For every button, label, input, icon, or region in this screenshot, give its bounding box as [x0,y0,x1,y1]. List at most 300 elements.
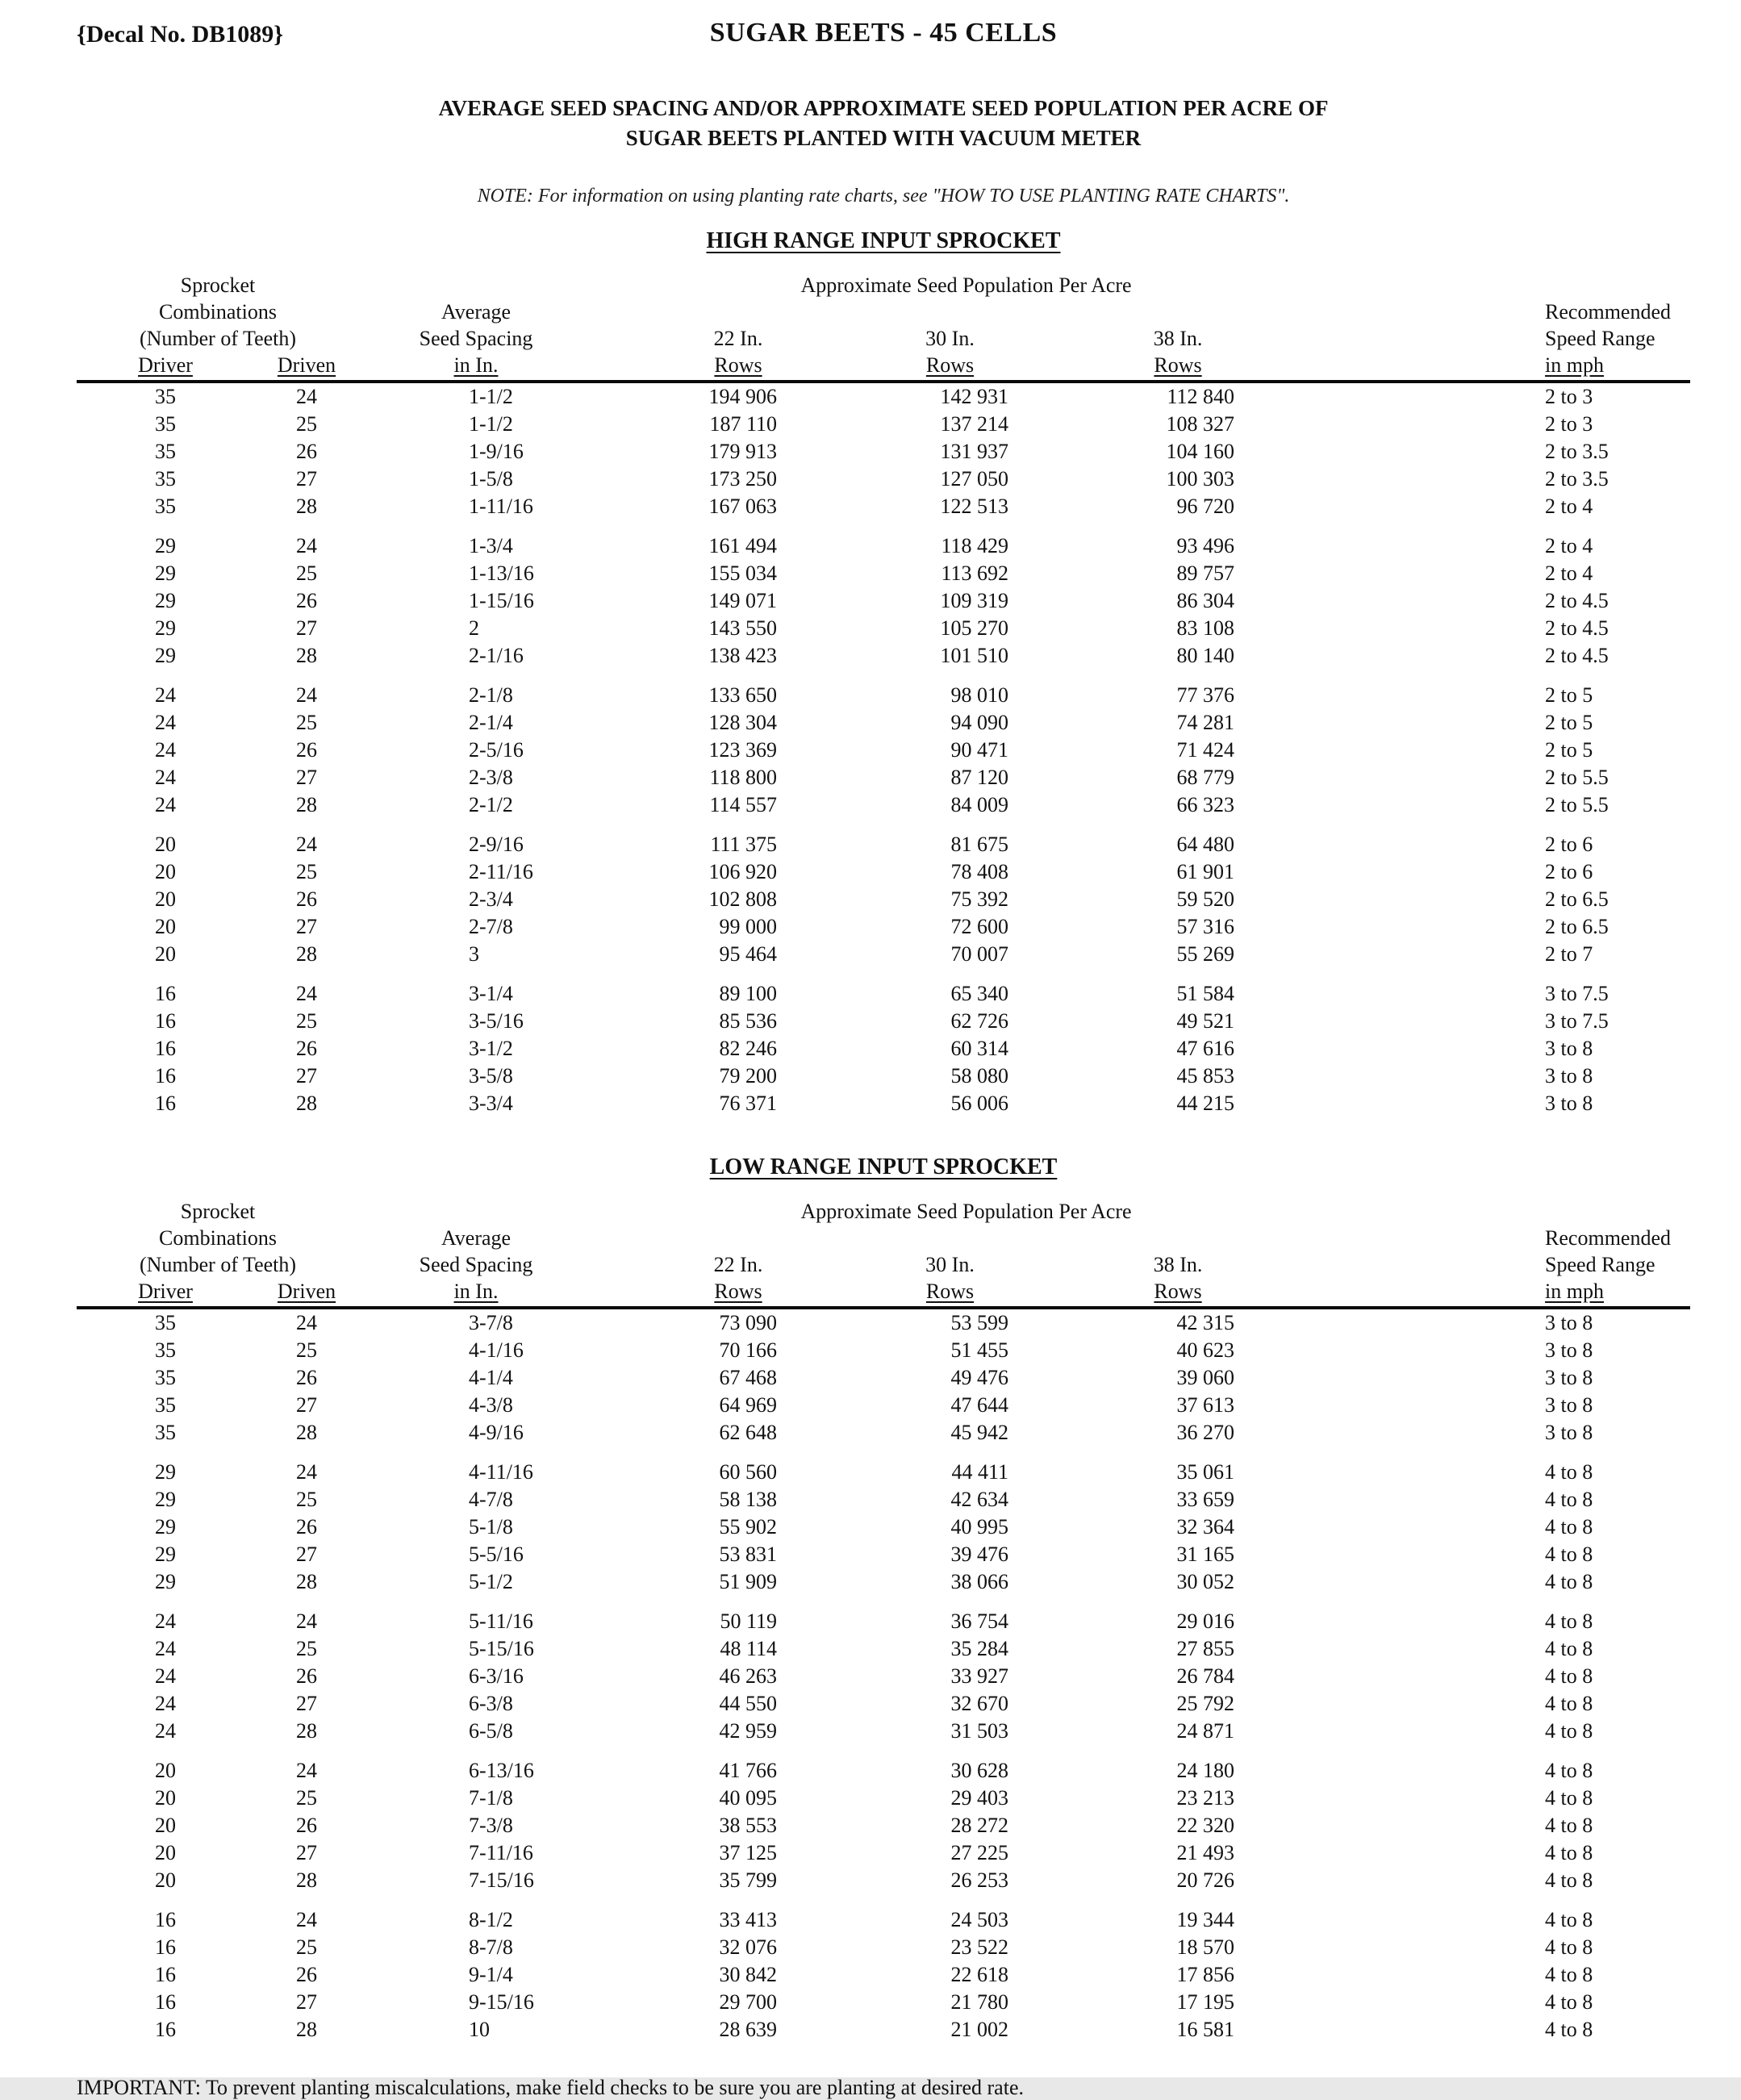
table-row [77,642,1690,670]
pop22-cell: 187 110 [709,412,778,436]
spacing-cell: 2-1/8 [469,683,513,707]
pop22-cell: 46 263 [719,1664,778,1688]
spacing-cell: 3-5/8 [469,1064,513,1088]
pop30-cell: 94 090 [950,711,1009,734]
driven-cell: 24 [296,1759,317,1782]
spacing-cell: 2-1/4 [469,711,513,734]
pop38-cell: 17 195 [1176,1990,1235,2014]
pop38-cell: 57 316 [1176,915,1235,938]
speed-cell: 4 to 8 [1545,1935,1593,1959]
table-row [77,1486,1690,1513]
driver-cell: 24 [155,793,176,816]
table-row [77,1541,1690,1568]
pop38-cell: 49 521 [1176,1009,1235,1033]
speed-cell: 3 to 8 [1545,1064,1593,1088]
spacing-cell: 9-15/16 [469,1990,534,2014]
pop38-cell: 31 165 [1176,1543,1235,1566]
driven-cell: 27 [296,1064,317,1088]
pop30-cell: 21 002 [950,2018,1009,2041]
pop38-cell: 51 584 [1176,982,1235,1005]
table-row [77,1635,1690,1663]
pop38-cell: 61 901 [1176,860,1235,883]
driver-cell: 20 [155,833,176,856]
driven-cell: 27 [296,915,317,938]
speed-cell: 3 to 8 [1545,1037,1593,1060]
driver-cell: 35 [155,440,176,463]
pop38-cell: 35 061 [1176,1460,1235,1484]
high-range-table [77,272,1690,1117]
speed-cell: 4 to 8 [1545,1515,1593,1538]
driver-cell: 16 [155,1064,176,1088]
pop30-cell: 90 471 [950,738,1009,762]
driven-cell: 25 [296,711,317,734]
speed-cell: 4 to 8 [1545,1786,1593,1810]
rows-label: Rows [883,352,1017,382]
header-row-4 [77,1278,1690,1308]
table-row [77,2016,1690,2044]
pop30-cell: 137 214 [940,412,1009,436]
pop30-cell: 131 937 [940,440,1009,463]
header-row-4 [77,352,1690,382]
pop22-cell: 111 375 [710,833,778,856]
driver-cell: 29 [155,1488,176,1511]
pop22-cell: 167 063 [708,495,778,518]
driver-header: Driver [77,1278,254,1308]
pop22-cell: 149 071 [708,589,778,612]
spacing-header: Seed Spacing [419,327,533,350]
speed-cell: 2 to 4 [1545,534,1593,557]
driven-cell: 26 [296,1037,317,1060]
driven-cell: 25 [296,1338,317,1362]
table-row [77,1934,1690,1961]
pop38-cell: 27 855 [1176,1637,1235,1660]
driver-cell: 29 [155,616,176,640]
group-spacer [77,819,1690,831]
speed-header: Speed Range [1545,1253,1655,1276]
sprocket-header: Sprocket [180,273,256,297]
speed-cell: 4 to 8 [1545,1990,1593,2014]
pop22-cell: 44 550 [719,1692,778,1715]
speed-cell: 4 to 8 [1545,1637,1593,1660]
pop22-cell: 102 808 [708,887,778,911]
group-spacer [77,1447,1690,1459]
speed-header: Speed Range [1545,327,1655,350]
spacing-cell: 1-5/8 [469,467,513,491]
driven-cell: 25 [296,562,317,585]
pop30-cell: 51 455 [950,1338,1009,1362]
table-row [77,886,1690,913]
header-row-3 [77,325,1690,352]
speed-cell: 4 to 8 [1545,1814,1593,1837]
driver-cell: 35 [155,412,176,436]
driven-cell: 24 [296,683,317,707]
driven-cell: 25 [296,1009,317,1033]
pop38-cell: 24 871 [1176,1719,1235,1743]
speed-cell: 2 to 4 [1545,495,1593,518]
table-row [77,831,1690,858]
table-row [77,913,1690,941]
spacing-cell: 3-1/2 [469,1037,513,1060]
pop30-cell: 27 225 [950,1841,1009,1864]
table-row [77,438,1690,466]
header-row-1 [77,272,1690,299]
table-row [77,709,1690,737]
speed-cell: 4 to 8 [1545,1759,1593,1782]
driver-cell: 16 [155,2018,176,2041]
rows-label: Rows [883,1278,1017,1308]
spacing-cell: 2-1/2 [469,793,513,816]
speed-cell: 3 to 8 [1545,1366,1593,1389]
pop38-cell: 30 052 [1176,1570,1235,1593]
driven-cell: 26 [296,1366,317,1389]
speed-cell: 4 to 8 [1545,1692,1593,1715]
pop38-cell: 80 140 [1176,644,1235,667]
table-row [77,1718,1690,1745]
speed-cell: 2 to 7 [1545,942,1593,966]
pop22-cell: 155 034 [708,562,778,585]
spacing-cell: 6-3/16 [469,1664,524,1688]
pop30-cell: 22 618 [950,1963,1009,1986]
spacing-cell: 5-1/2 [469,1570,513,1593]
driven-cell: 28 [296,1092,317,1115]
pop38-cell: 18 570 [1176,1935,1235,1959]
driven-cell: 26 [296,738,317,762]
pop22-cell: 73 090 [719,1311,778,1334]
driven-header: Driven [254,352,359,382]
driven-cell: 27 [296,616,317,640]
speed-cell: 4 to 8 [1545,1664,1593,1688]
spacing-cell: 7-15/16 [469,1868,534,1892]
pop38-cell: 16 581 [1176,2018,1235,2041]
driven-cell: 25 [296,1935,317,1959]
pop22-cell: 29 700 [719,1990,778,2014]
driven-cell: 28 [296,2018,317,2041]
pop22-cell: 89 100 [719,982,778,1005]
driven-cell: 25 [296,1488,317,1511]
speed-cell: 2 to 3 [1545,385,1593,408]
spacing-cell: 3-7/8 [469,1311,513,1334]
speed-cell: 4 to 8 [1545,1868,1593,1892]
pop38-cell: 66 323 [1176,793,1235,816]
pop30-cell: 122 513 [940,495,1009,518]
pop22-cell: 118 800 [709,766,778,789]
pop30-cell: 49 476 [950,1366,1009,1389]
group-spacer [77,670,1690,682]
sprocket-header: Sprocket [180,1200,256,1223]
speed-cell: 2 to 6.5 [1545,887,1609,911]
driver-cell: 24 [155,1664,176,1688]
pop38-cell: 21 493 [1176,1841,1235,1864]
driver-cell: 16 [155,1908,176,1931]
driver-cell: 35 [155,1393,176,1417]
speed-cell: 4 to 8 [1545,1719,1593,1743]
spacing-header: Seed Spacing [419,1253,533,1276]
spacing-cell: 3 [469,942,480,966]
table-row [77,1757,1690,1785]
pop30-cell: 87 120 [950,766,1009,789]
speed-cell: 2 to 4.5 [1545,589,1609,612]
pop30-cell: 78 408 [950,860,1009,883]
pop38-cell: 74 281 [1176,711,1235,734]
spacing-cell: 3-3/4 [469,1092,513,1115]
document-header [77,18,1690,55]
driver-cell: 16 [155,1963,176,1986]
driven-cell: 24 [296,833,317,856]
speed-cell: 2 to 5 [1545,738,1593,762]
speed-cell: 2 to 4.5 [1545,616,1609,640]
table-row [77,1063,1690,1090]
section-title-high-range: HIGH RANGE INPUT SPROCKET [706,228,1061,253]
driven-cell: 27 [296,1393,317,1417]
driver-cell: 35 [155,1421,176,1444]
pop22-cell: 37 125 [719,1841,778,1864]
table-row [77,382,1690,411]
driver-cell: 20 [155,1759,176,1782]
pop22-cell: 95 464 [719,942,778,966]
driven-cell: 28 [296,1868,317,1892]
pop22-cell: 60 560 [719,1460,778,1484]
rows-label: Rows [593,352,883,382]
pop38-cell: 25 792 [1176,1692,1235,1715]
driver-cell: 20 [155,1786,176,1810]
usage-note: NOTE: For information on using planting rate charts, see "HOW TO USE PLANTING RATE CHARTS". [477,186,1290,207]
pop30-cell: 28 272 [950,1814,1009,1837]
pop38-cell: 32 364 [1176,1515,1235,1538]
pop22-cell: 41 766 [719,1759,778,1782]
driver-cell: 29 [155,1543,176,1566]
col-38in-header: 38 In. [1153,327,1203,350]
pop22-cell: 85 536 [719,1009,778,1033]
pop22-cell: 106 920 [708,860,778,883]
pop30-cell: 45 942 [950,1421,1009,1444]
col-22in-header: 22 In. [713,327,763,350]
driver-cell: 29 [155,562,176,585]
pop22-cell: 51 909 [719,1570,778,1593]
driver-cell: 35 [155,1366,176,1389]
pop30-cell: 70 007 [950,942,1009,966]
spacing-cell: 1-11/16 [469,495,533,518]
spacing-cell: 4-11/16 [469,1460,533,1484]
pop30-cell: 72 600 [950,915,1009,938]
speed-cell: 2 to 5.5 [1545,766,1609,789]
group-spacer [77,1894,1690,1906]
pop38-cell: 44 215 [1176,1092,1235,1115]
pop22-cell: 133 650 [708,683,778,707]
pop22-cell: 114 557 [709,793,778,816]
pop30-cell: 62 726 [950,1009,1009,1033]
pop38-cell: 36 270 [1176,1421,1235,1444]
spacing-cell: 4-3/8 [469,1393,513,1417]
spacing-cell: 8-1/2 [469,1908,513,1931]
pop30-cell: 44 411 [951,1460,1009,1484]
pop30-cell: 81 675 [950,833,1009,856]
section-title-low-range: LOW RANGE INPUT SPROCKET [709,1154,1058,1179]
pop22-cell: 38 553 [719,1814,778,1837]
spacing-cell: 1-3/4 [469,534,513,557]
speed-header: Recommended [1545,300,1671,324]
spacing-cell: 4-1/16 [469,1338,524,1362]
driver-cell: 16 [155,1990,176,2014]
low-range-rows [77,1308,1690,2044]
pop38-cell: 47 616 [1176,1037,1235,1060]
driven-cell: 28 [296,1719,317,1743]
important-note: IMPORTANT: To prevent planting miscalculations, make field checks to be sure you are planting at desired rate. [77,2076,1024,2099]
pop38-cell: 40 623 [1176,1338,1235,1362]
spacing-cell: 7-1/8 [469,1786,513,1810]
speed-cell: 2 to 3.5 [1545,467,1609,491]
driver-cell: 20 [155,1814,176,1837]
table-row [77,1008,1690,1035]
driven-cell: 27 [296,1990,317,2014]
group-spacer [77,520,1690,532]
driver-cell: 20 [155,942,176,966]
spacing-cell: 2 [469,616,480,640]
pop30-cell: 47 644 [950,1393,1009,1417]
driven-cell: 24 [296,1460,317,1484]
pop38-cell: 104 160 [1166,440,1235,463]
driver-cell: 16 [155,1092,176,1115]
spacing-cell: 5-15/16 [469,1637,534,1660]
speed-header: in mph [1339,352,1690,382]
driver-cell: 24 [155,1609,176,1633]
sprocket-header: (Number of Teeth) [139,1253,297,1276]
spacing-cell: 7-3/8 [469,1814,513,1837]
spacing-cell: 5-11/16 [469,1609,533,1633]
driven-cell: 26 [296,589,317,612]
pop30-cell: 35 284 [950,1637,1009,1660]
table-row [77,764,1690,791]
table-row [77,466,1690,493]
speed-cell: 2 to 4.5 [1545,644,1609,667]
table-row [77,1090,1690,1117]
pop22-cell: 179 913 [708,440,778,463]
spacing-cell: 1-1/2 [469,412,513,436]
pop22-cell: 33 413 [719,1908,778,1931]
driver-cell: 24 [155,1692,176,1715]
table-row [77,1419,1690,1447]
table-row [77,791,1690,819]
driver-cell: 35 [155,385,176,408]
group-spacer [77,1745,1690,1757]
pop38-cell: 83 108 [1176,616,1235,640]
pop22-cell: 32 076 [719,1935,778,1959]
pop22-cell: 138 423 [708,644,778,667]
group-spacer [77,968,1690,980]
driver-cell: 20 [155,887,176,911]
speed-cell: 2 to 5.5 [1545,793,1609,816]
spacing-cell: 6-5/8 [469,1719,513,1743]
driver-cell: 29 [155,1460,176,1484]
driver-cell: 29 [155,644,176,667]
spacing-cell: 7-11/16 [469,1841,533,1864]
driven-cell: 26 [296,1814,317,1837]
speed-cell: 2 to 3 [1545,412,1593,436]
spacing-cell: 6-3/8 [469,1692,513,1715]
spacing-cell: 3-1/4 [469,982,513,1005]
spacing-header: in In. [359,352,593,382]
spacing-cell: 8-7/8 [469,1935,513,1959]
speed-cell: 4 to 8 [1545,1460,1593,1484]
driven-cell: 24 [296,385,317,408]
speed-cell: 4 to 8 [1545,1488,1593,1511]
pop30-cell: 31 503 [950,1719,1009,1743]
table-row [77,1392,1690,1419]
speed-cell: 4 to 8 [1545,1570,1593,1593]
driver-cell: 20 [155,1841,176,1864]
spacing-cell: 3-5/16 [469,1009,524,1033]
driver-cell: 16 [155,1935,176,1959]
pop30-cell: 23 522 [950,1935,1009,1959]
driver-cell: 16 [155,1037,176,1060]
speed-cell: 4 to 8 [1545,1908,1593,1931]
spacing-cell: 2-1/16 [469,644,524,667]
pop22-cell: 55 902 [719,1515,778,1538]
pop38-cell: 29 016 [1176,1609,1235,1633]
speed-cell: 2 to 6.5 [1545,915,1609,938]
driver-cell: 29 [155,534,176,557]
page-title: SUGAR BEETS - 45 CELLS [709,18,1058,48]
pop38-cell: 77 376 [1176,683,1235,707]
pop30-cell: 26 253 [950,1868,1009,1892]
pop30-cell: 101 510 [940,644,1009,667]
driven-cell: 24 [296,1311,317,1334]
speed-cell: 3 to 8 [1545,1311,1593,1334]
table-row [77,1568,1690,1596]
pop30-cell: 142 931 [940,385,1009,408]
speed-cell: 2 to 5 [1545,683,1593,707]
table-row [77,858,1690,886]
table-row [77,1459,1690,1486]
spacing-cell: 10 [469,2018,491,2041]
pop38-cell: 39 060 [1176,1366,1235,1389]
driven-cell: 25 [296,412,317,436]
driven-cell: 28 [296,942,317,966]
pop38-cell: 93 496 [1176,534,1235,557]
pop38-cell: 100 303 [1166,467,1235,491]
pop38-cell: 89 757 [1176,562,1235,585]
pop30-cell: 98 010 [950,683,1009,707]
table-row [77,1812,1690,1839]
pop30-cell: 65 340 [950,982,1009,1005]
pop22-cell: 48 114 [720,1637,778,1660]
pop38-cell: 26 784 [1176,1664,1235,1688]
speed-cell: 3 to 8 [1545,1393,1593,1417]
pop38-cell: 112 840 [1167,385,1235,408]
speed-cell: 3 to 8 [1545,1338,1593,1362]
driven-cell: 25 [296,860,317,883]
document-subtitle [77,94,1690,153]
pop38-cell: 24 180 [1176,1759,1235,1782]
driven-cell: 24 [296,534,317,557]
pop22-cell: 50 119 [720,1609,778,1633]
pop30-cell: 105 270 [940,616,1009,640]
driver-cell: 24 [155,683,176,707]
pop30-cell: 38 066 [950,1570,1009,1593]
spacing-cell: 1-15/16 [469,589,534,612]
table-row [77,1663,1690,1690]
driven-cell: 27 [296,1692,317,1715]
pop22-cell: 99 000 [719,915,778,938]
pop22-cell: 53 831 [719,1543,778,1566]
driven-cell: 27 [296,467,317,491]
rows-label: Rows [1017,352,1339,382]
pop22-cell: 82 246 [719,1037,778,1060]
pop22-cell: 42 959 [719,1719,778,1743]
spacing-cell: 9-1/4 [469,1963,513,1986]
spacing-cell: 2-5/16 [469,738,524,762]
pop22-cell: 58 138 [719,1488,778,1511]
decal-number: {Decal No. DB1089} [77,21,284,48]
